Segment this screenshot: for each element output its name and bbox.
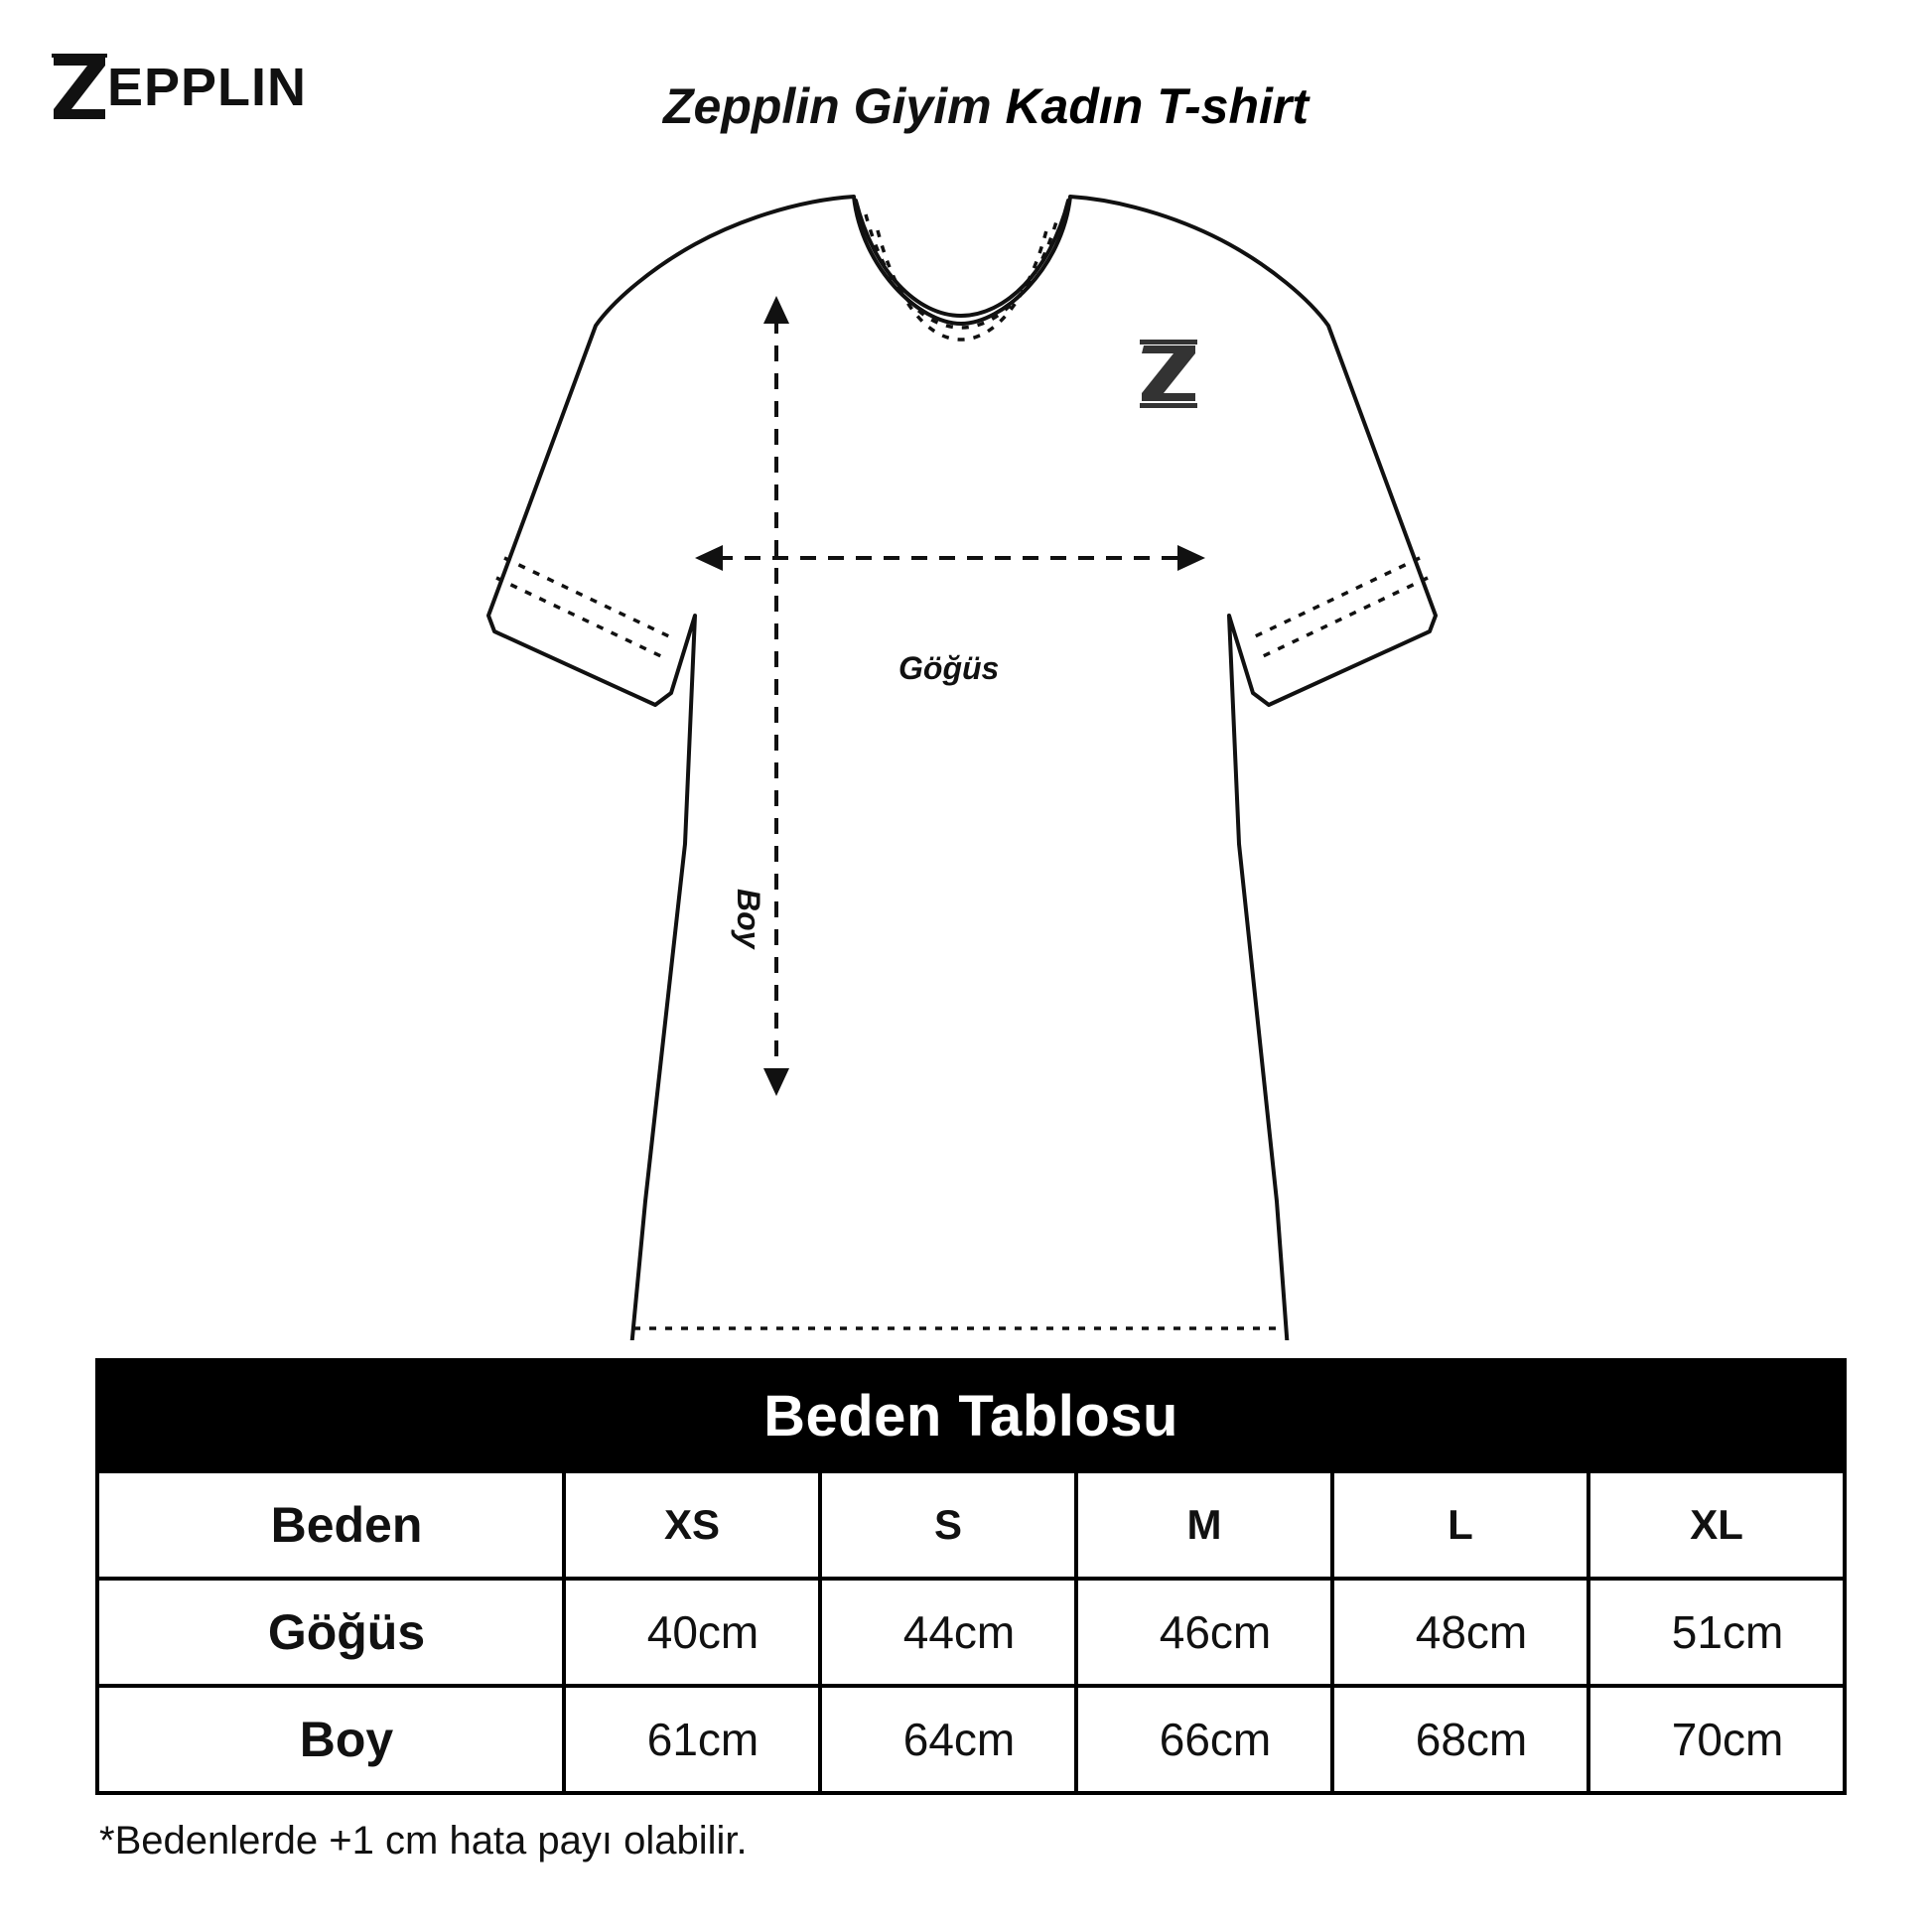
size-chart [95,1358,1843,1795]
page-header [0,0,1932,169]
cell-boy-xl: 70cm [1588,1686,1845,1793]
cell-gogus-s: 44cm [820,1579,1076,1686]
cell-boy-m: 66cm [1076,1686,1332,1793]
row-label-gogus: Göğüs [97,1579,564,1686]
page-title [0,77,1932,135]
brand-name: EPPLIN [107,58,308,117]
table-row [97,1579,1845,1686]
zepplin-z-chest-logo-icon [1140,340,1197,408]
row-label-boy: Boy [97,1686,564,1793]
cell-boy-xs: 61cm [564,1686,820,1793]
size-footnote: *Bedenlerde +1 cm hata payı olabilir. [99,1819,748,1863]
table-title-row [97,1360,1845,1471]
table-row [97,1686,1845,1793]
column-header-xl: XL [1588,1471,1845,1579]
cell-boy-l: 68cm [1332,1686,1588,1793]
tshirt-illustration [0,149,1932,1340]
column-header-beden: Beden [97,1471,564,1579]
table-title: Beden Tablosu [97,1360,1845,1471]
page-title-product: Kadın T-shirt [1005,78,1310,134]
cell-gogus-m: 46cm [1076,1579,1332,1686]
cell-boy-s: 64cm [820,1686,1076,1793]
column-header-s: S [820,1471,1076,1579]
cell-gogus-xl: 51cm [1588,1579,1845,1686]
length-dimension-label: Boy [731,889,766,949]
length-dimension-arrow [763,296,789,1096]
table-header-row [97,1471,1845,1579]
cell-gogus-l: 48cm [1332,1579,1588,1686]
column-header-xs: XS [564,1471,820,1579]
tshirt-technical-drawing [0,149,1932,1340]
chest-dimension-arrow [695,545,1205,571]
cell-gogus-xs: 40cm [564,1579,820,1686]
column-header-m: M [1076,1471,1332,1579]
column-header-l: L [1332,1471,1588,1579]
chest-dimension-label: Göğüs [898,650,1000,686]
page-title-brand: Zepplin Giyim [662,78,1006,134]
size-table [95,1358,1847,1795]
